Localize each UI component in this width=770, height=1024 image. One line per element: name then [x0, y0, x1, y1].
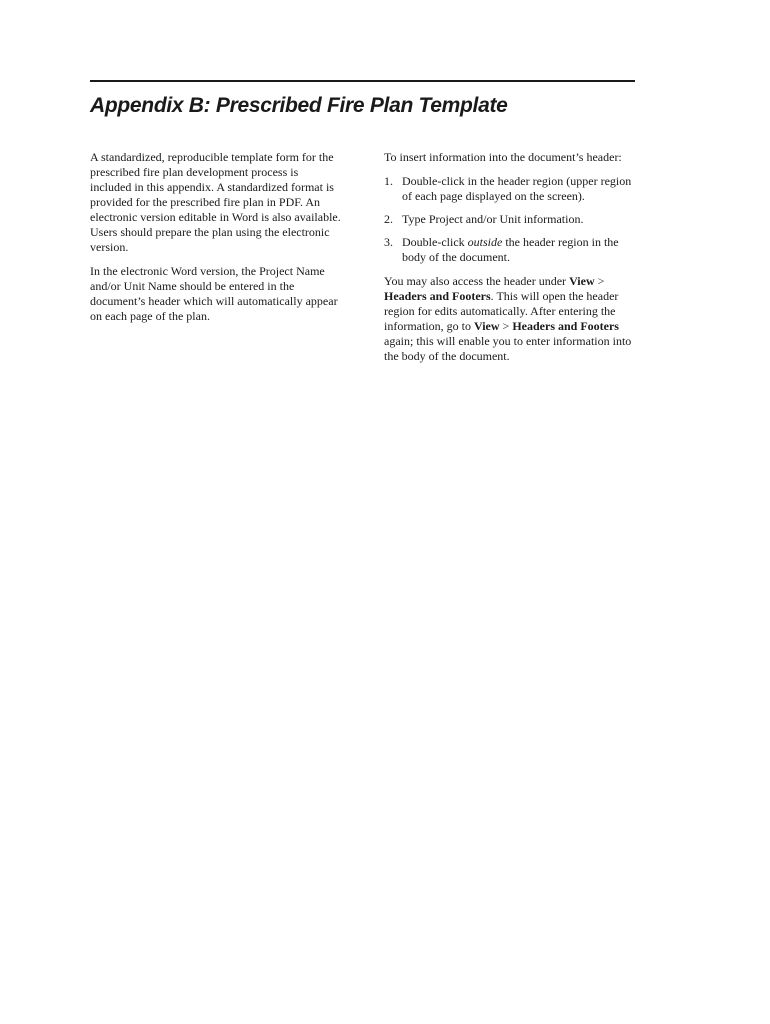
- steps-list: [384, 174, 636, 265]
- step-number: 1.: [384, 174, 393, 188]
- closing-text-1: You may also access the header under: [384, 274, 570, 288]
- menu-headers-footers: Headers and Footers: [512, 319, 619, 333]
- right-column: [384, 150, 636, 373]
- step-emphasis: outside: [467, 235, 503, 249]
- instructions-intro: To insert information into the document’s header:: [384, 150, 622, 164]
- intro-paragraph: A standardized, reproducible template form for the prescribed fire plan development process is included in this appendix. A standardized format is provided for the prescribed fire plan in PDF. An electronic version editable in Word is also available. Users should prepare the plan using the electronic version.: [90, 150, 341, 254]
- step-number: 3.: [384, 235, 393, 249]
- closing-text-3: again; this will enable you to enter information into the body of the document.: [384, 334, 632, 363]
- page-title: Appendix B: Prescribed Fire Plan Template: [90, 94, 508, 117]
- closing-paragraph: [384, 274, 636, 364]
- menu-separator: >: [499, 319, 513, 333]
- menu-view: View: [474, 319, 500, 333]
- left-column: [90, 150, 342, 333]
- header-rule: [90, 80, 635, 82]
- menu-headers-footers: Headers and Footers: [384, 289, 491, 303]
- list-item: [384, 174, 636, 204]
- step-text: Type Project and/or Unit information.: [402, 212, 584, 226]
- step-text-after: the header region in the body of the document.: [402, 235, 619, 264]
- list-item: [384, 212, 636, 227]
- menu-separator: >: [594, 274, 605, 288]
- step-text: Double-click in the header region (upper region of each page displayed on the screen).: [402, 174, 632, 203]
- header-info-paragraph: In the electronic Word version, the Project Name and/or Unit Name should be entered in the document’s header which will automatically appear on each page of the plan.: [90, 264, 338, 323]
- list-item: [384, 235, 636, 265]
- step-text-before: Double-click: [402, 235, 468, 249]
- step-number: 2.: [384, 212, 393, 226]
- menu-view: View: [569, 274, 595, 288]
- closing-text-2: . This will open the header region for edits automatically. After entering the information, go to: [384, 289, 619, 333]
